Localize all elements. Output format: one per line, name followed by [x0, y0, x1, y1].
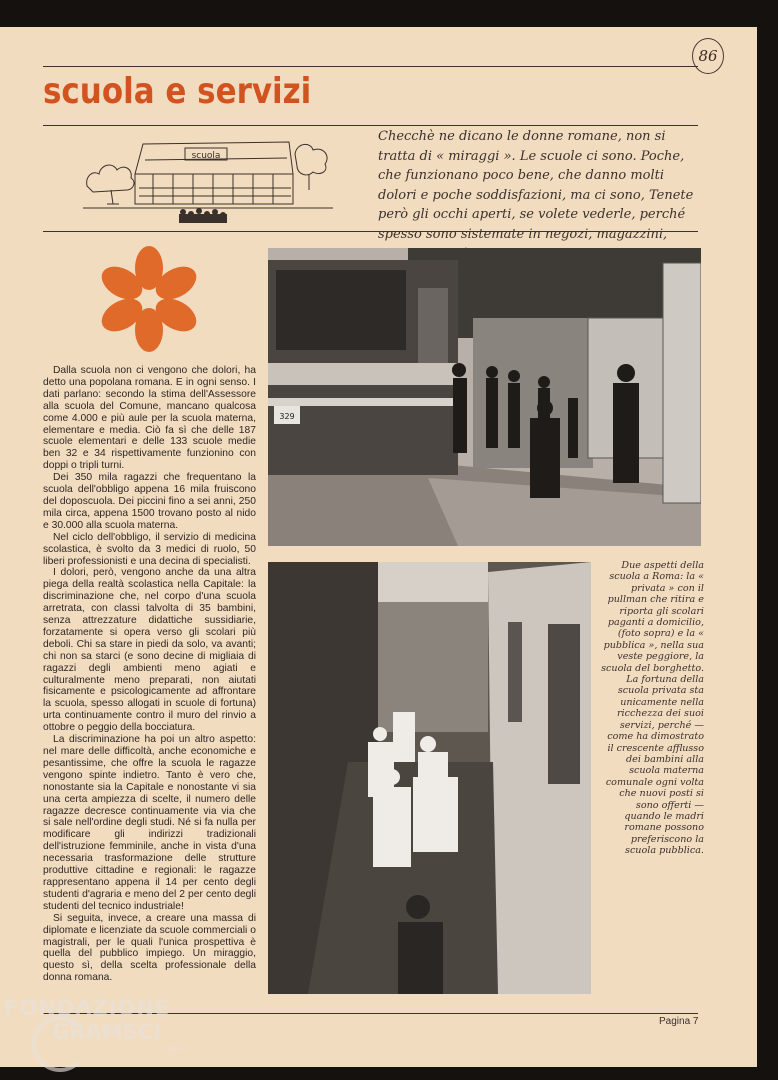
body-paragraph: Si seguita, invece, a creare una massa di diplomate e licenziate da scuole commerciali o magistrali, per le quali l'unica prospettiva è quella del pubblico impiego. Un miraggio, questo sì, della scelta professionale della donna romana. — [43, 912, 256, 984]
bus-license-plate: 329 — [279, 412, 295, 421]
watermark-line-2: GRAMSCI — [52, 1020, 161, 1044]
body-paragraph: La discriminazione ha poi un altro aspetto: nel mare delle difficoltà, anche economiche e pesantissime, che offre la scuola le ragazze vengono spinte indietro. Tanto è vero che, nonostante sia la Capitale e nonostante vi sia una certa ampiezza di scelte, il numero delle ragazze decresce continuamente via via che si sale nell'ordine degli studi. Né si fa nulla per modificare gli indirizzi tradizionali dell'istruzione femminile, anche in vista d'una necessaria trasformazione delle strutture produttive cittadine e regionali: le ragazze rappresentano appena il 14 per cento degli studenti d'agraria e meno del 2 per cento degli studenti del tecnico industriale! — [43, 734, 256, 912]
watermark-line-1: FONDAZIONE — [4, 996, 171, 1020]
page-title: scuola e servizi — [43, 71, 312, 112]
footer-page-number: Pagina 7 — [659, 1016, 699, 1027]
sketch-sign-text: scuola — [191, 151, 221, 161]
body-paragraph: Dei 350 mila ragazzi che frequentano la scuola dell'obbligo appena 16 mila fruiscono del doposcuola. Dei piccini fino a sei anni, 250 mila circa, appena 1500 trovano posto al nido e 30.000 alla scuola materna. — [43, 472, 256, 531]
intro-paragraph: Checchè ne dicano le donne romane, non si tratta di « miraggi ». Le scuole ci sono. Poche, che funzionano poco bene, che danno molti dolori e poche soddisfazioni, ma ci sono, Tenete però gli occhi aperti, se volete vederle, perché spesso sono sistemate in negozi, magazzini, — [378, 129, 694, 242]
body-paragraph: I dolori, però, vengono anche da una altra piega della realtà scolastica nella Capitale: la discriminazione che, nel corpo d'una scuola arretrata, con classi talvolta di 35 bambini, senza attrezzature didattiche sussidiarie, forzatamente si opera verso gli scolari più deboli. Chi sa stare in piedi da solo, va avanti; chi non sa starci (e sono decine di migliaia di ragazzi degli ambienti meno agiati e culturalmente meno preparati, non aiutati fisicamente e psicologicamente ad affrontare la scuola, spesso allogati in scuole di fortuna) urta continuamente contro il muro del rinvio a ottobre o peggio della bocciatura. — [43, 567, 256, 734]
article-body — [43, 365, 256, 984]
fondazione-gramsci-watermark — [4, 996, 194, 1076]
handwritten-page-number: 86 — [692, 38, 724, 74]
title-rule — [43, 125, 698, 126]
flower-ornament-icon — [98, 244, 200, 354]
photo-private-school-bus — [268, 248, 701, 546]
photo-caption: Due aspetti della scuola a Roma: la « privata » con il pullman che ritira e riporta gli scolari paganti a domicilio, (foto sopra) e la « pubblica », nella sua veste peggiore, la scuola del borghetto. La fortuna della scuola privata sta unicamente nella ricchezza dei suoi servizi, perché — come ha dimostrato il crescente afflusso dei bambini alla scuola materna comunale ogni volta che nuovi posti si sono offerti — quando le madri romane possono preferiscono la scuola pubblica. — [601, 560, 704, 857]
photo-public-school-alley — [268, 562, 591, 994]
body-paragraph: Nel ciclo dell'obbligo, il servizio di medicina scolastica, è svolto da 3 medici di ruolo, 50 liberi professionisti e una decina di specialisti. — [43, 531, 256, 567]
intro-rule — [43, 231, 698, 232]
watermark-line-3: onlus — [164, 1044, 186, 1054]
school-sketch-illustration — [83, 134, 333, 226]
body-paragraph: Dalla scuola non ci vengono che dolori, ha detto una popolana romana. E in ogni senso. I dati parlano: secondo la stima dell'Assessore alla scuola del Comune, mancano qualcosa come 4.000 e più aule per la scuola materna, elementare e media. Ciò fa sì che delle 187 scuole elementari e delle 133 scuole medie ben 32 e 34 rispettivamente funzionino con doppi o tripli turni. — [43, 365, 256, 472]
top-rule — [43, 66, 698, 67]
